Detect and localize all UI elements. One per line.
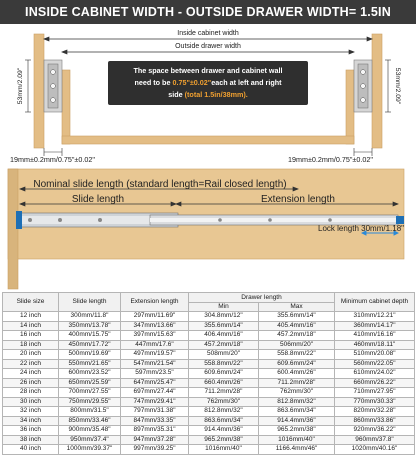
table-cell: 650mm/25.59" (59, 378, 121, 388)
table-row (3, 416, 415, 426)
table-cell: 510mm/20.08" (335, 350, 415, 360)
left-slide-profile (44, 60, 62, 112)
table-cell: 457.2mm/18" (259, 331, 335, 341)
table-cell: 863.6mm/34" (259, 407, 335, 417)
table-cell: 660mm/26.22" (335, 378, 415, 388)
right-height-dimension (385, 60, 391, 112)
table-cell: 900mm/35.48" (59, 426, 121, 436)
extension-length-label: Extension length (261, 194, 335, 205)
table-cell: 812.8mm/32" (189, 407, 259, 417)
callout-line-2-pre: need to be (134, 78, 173, 87)
table-cell: 711.2mm/28" (189, 388, 259, 398)
table-row (3, 312, 415, 322)
svg-text:need to be 0.75"±0.02"each at (135, 78, 283, 87)
inside-width-dimension (44, 37, 372, 41)
table-cell: 508mm/20" (189, 350, 259, 360)
table-cell: 22 inch (3, 359, 59, 369)
table-cell: 550mm/21.65" (59, 359, 121, 369)
table-cell: 447mm/17.6" (121, 340, 189, 350)
table-cell: 350mm/13.78" (59, 321, 121, 331)
drawer-left-side (62, 70, 70, 144)
table-cell: 914.4mm/36" (189, 426, 259, 436)
table-cell: 863.6mm/34" (189, 416, 259, 426)
table-row (3, 378, 415, 388)
table-cell: 497mm/19.57" (121, 350, 189, 360)
table-cell: 820mm/32.28" (335, 407, 415, 417)
table-cell: 297mm/11.69" (121, 312, 189, 322)
table-cell: 506mm/20" (259, 340, 335, 350)
header-drawer-max: Max (259, 303, 335, 312)
table-cell: 500mm/19.69" (59, 350, 121, 360)
table-cell: 800mm/31.5" (59, 407, 121, 417)
table-cell: 600.4mm/26" (259, 369, 335, 379)
table-cell: 30 inch (3, 397, 59, 407)
header-drawer-length: Drawer length (189, 293, 335, 303)
right-slide-profile (354, 60, 372, 112)
table-cell: 397mm/15.63" (121, 331, 189, 341)
lock-length-label: Lock length 30mm/1.18" (318, 224, 404, 233)
header-extension-length: Extension length (121, 293, 189, 312)
table-cell: 24 inch (3, 369, 59, 379)
right-height-label: 53mm/2.09" (394, 67, 401, 105)
table-row (3, 426, 415, 436)
table-row (3, 331, 415, 341)
table-row (3, 388, 415, 398)
cabinet-right-wall (372, 34, 382, 148)
table-cell: 897mm/35.31" (121, 426, 189, 436)
table-cell: 457.2mm/18" (189, 340, 259, 350)
table-cell: 965.2mm/38" (189, 435, 259, 445)
outside-width-dimension (62, 50, 354, 54)
header-drawer-min: Min (189, 303, 259, 312)
table-cell: 1020mm/40.16" (335, 445, 415, 455)
header-slide-size: Slide size (3, 293, 59, 312)
table-cell: 300mm/11.8" (59, 312, 121, 322)
table-cell: 770mm/30.33" (335, 397, 415, 407)
table-cell: 347mm/13.66" (121, 321, 189, 331)
table-cell: 860mm/33.86" (335, 416, 415, 426)
table-cell: 360mm/14.17" (335, 321, 415, 331)
table-cell: 16 inch (3, 331, 59, 341)
table-cell: 997mm/39.25" (121, 445, 189, 455)
table-cell: 920mm/36.22" (335, 426, 415, 436)
table-cell: 38 inch (3, 435, 59, 445)
header-min-cabinet-depth: Minimum cabinet depth (335, 293, 415, 312)
table-cell: 405.4mm/16" (259, 321, 335, 331)
table-cell: 812.8mm/32" (259, 397, 335, 407)
table-cell: 1000mm/39.37" (59, 445, 121, 455)
callout-line-1: The space between drawer and cabinet wall (133, 66, 283, 75)
callout-line-2-post: each at left and right (211, 78, 282, 87)
table-cell: 558.8mm/22" (189, 359, 259, 369)
table-cell: 450mm/17.72" (59, 340, 121, 350)
table-cell: 762mm/30" (259, 388, 335, 398)
cabinet-left-wall (34, 34, 44, 148)
table-cell: 947mm/37.28" (121, 435, 189, 445)
table-cell: 660.4mm/26" (189, 378, 259, 388)
table-row (3, 359, 415, 369)
svg-text:side (total 1.5in/38mm). (168, 90, 248, 99)
table-cell: 960mm/37.8" (335, 435, 415, 445)
table-cell: 1016mm/40" (189, 445, 259, 455)
drawer-right-side (346, 70, 354, 144)
table-cell: 597mm/23.5" (121, 369, 189, 379)
header-slide-length: Slide length (59, 293, 121, 312)
table-cell: 1016mm/40" (259, 435, 335, 445)
table-cell: 12 inch (3, 312, 59, 322)
table-cell: 558.8mm/22" (259, 350, 335, 360)
table-cell: 32 inch (3, 407, 59, 417)
table-cell: 711.2mm/28" (259, 378, 335, 388)
table-cell: 34 inch (3, 416, 59, 426)
table-cell: 710mm/27.95" (335, 388, 415, 398)
table-row (3, 369, 415, 379)
inside-width-label: Inside cabinet width (177, 30, 239, 37)
left-gap-label: 19mm±0.2mm/0.75"±0.02" (10, 155, 95, 164)
slide-length-label: Slide length (71, 194, 125, 205)
drawer-bottom (62, 136, 354, 144)
table-cell: 965.2mm/38" (259, 426, 335, 436)
table-row (3, 350, 415, 360)
outside-width-label: Outside drawer width (175, 43, 241, 50)
table-row (3, 445, 415, 455)
table-row (3, 321, 415, 331)
size-table (2, 292, 414, 453)
slide-length-diagram (0, 167, 416, 291)
callout-total-value: (total 1.5in/38mm). (184, 90, 248, 99)
header-banner: INSIDE CABINET WIDTH - OUTSIDE DRAWER WIDTH= 1.5IN (0, 0, 416, 24)
table-cell: 547mm/21.54" (121, 359, 189, 369)
table-row (3, 340, 415, 350)
table-row (3, 397, 415, 407)
table-cell: 847mm/33.35" (121, 416, 189, 426)
table-cell: 410mm/16.16" (335, 331, 415, 341)
table-cell: 697mm/27.44" (121, 388, 189, 398)
table-cell: 600mm/23.52" (59, 369, 121, 379)
table-cell: 610mm/24.02" (335, 369, 415, 379)
table-cell: 400mm/15.75" (59, 331, 121, 341)
table-cell: 310mm/12.21" (335, 312, 415, 322)
table-cell: 14 inch (3, 321, 59, 331)
table-row (3, 407, 415, 417)
table-cell: 304.8mm/12" (189, 312, 259, 322)
table-cell: 26 inch (3, 378, 59, 388)
right-gap-label: 19mm±0.2mm/0.75"±0.02" (288, 155, 373, 164)
table-cell: 40 inch (3, 445, 59, 455)
nominal-length-label: Nominal slide length (standard length=Rail closed length) (33, 179, 287, 190)
table-cell: 28 inch (3, 388, 59, 398)
table-cell: 36 inch (3, 426, 59, 436)
table-cell: 647mm/25.47" (121, 378, 189, 388)
table-cell: 750mm/29.55" (59, 397, 121, 407)
callout-line-3-pre: side (168, 90, 185, 99)
table-cell: 560mm/22.05" (335, 359, 415, 369)
table-cell: 20 inch (3, 350, 59, 360)
table-cell: 355.6mm/14" (189, 321, 259, 331)
table-cell: 762mm/30" (189, 397, 259, 407)
table-cell: 700mm/27.55" (59, 388, 121, 398)
table-cell: 747mm/29.41" (121, 397, 189, 407)
left-height-dimension (25, 60, 31, 112)
table-cell: 797mm/31.38" (121, 407, 189, 417)
callout-gap-value: 0.75"±0.02" (172, 78, 212, 87)
table-cell: 355.6mm/14" (259, 312, 335, 322)
table-cell: 914.4mm/36" (259, 416, 335, 426)
table-cell: 406.4mm/16" (189, 331, 259, 341)
left-height-label: 53mm/2.09" (17, 67, 24, 105)
table-row (3, 435, 415, 445)
table-body (3, 312, 415, 455)
table-cell: 1166.4mm/46" (259, 445, 335, 455)
table-cell: 850mm/33.46" (59, 416, 121, 426)
table-cell: 609.6mm/24" (189, 369, 259, 379)
table-cell: 460mm/18.11" (335, 340, 415, 350)
table-cell: 609.6mm/24" (259, 359, 335, 369)
table-cell: 18 inch (3, 340, 59, 350)
table-cell: 950mm/37.4" (59, 435, 121, 445)
cabinet-width-diagram (0, 24, 416, 164)
